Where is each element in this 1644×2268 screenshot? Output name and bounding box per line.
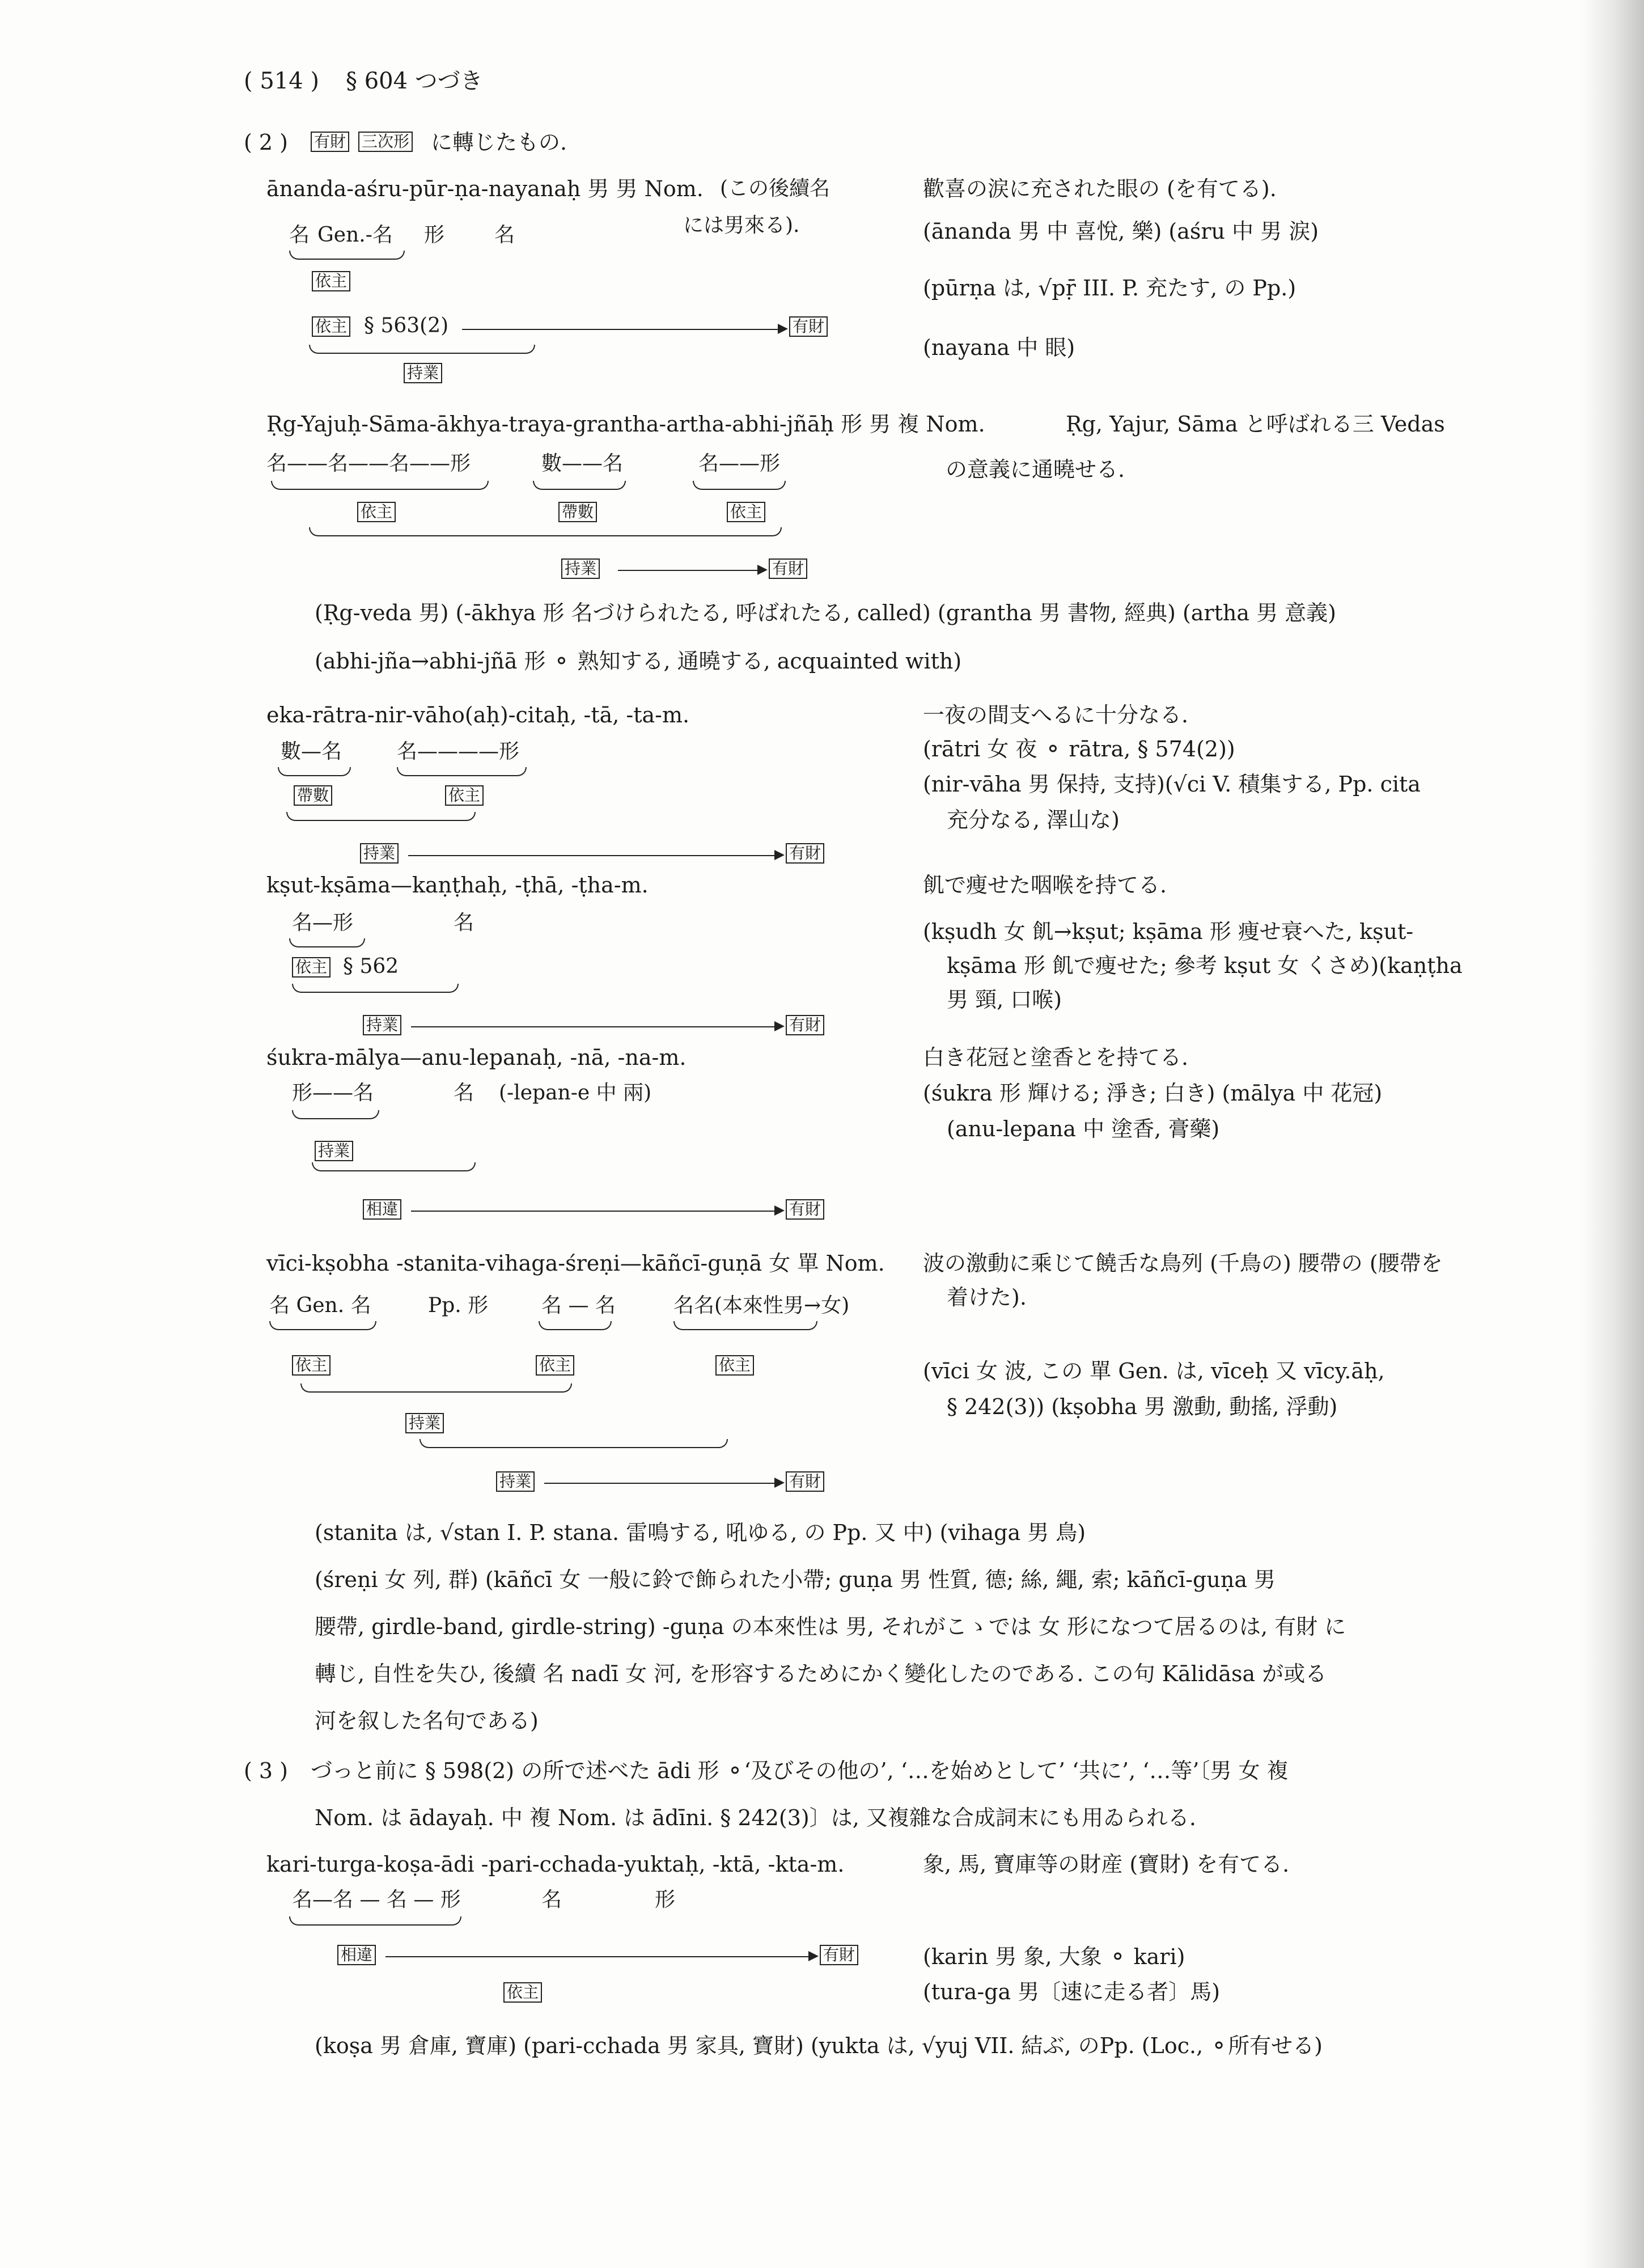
analysis-word: 名 bbox=[454, 911, 474, 934]
tag-ishu: 依主 bbox=[292, 1355, 331, 1376]
tag-taisu: 帶數 bbox=[294, 785, 332, 806]
note: (rātri 女 夜 ⚬ rātra, § 574(2)) bbox=[923, 737, 1235, 761]
translation: 飢で痩せた咽喉を持てる. bbox=[923, 873, 1167, 898]
subsection-text: Nom. は ādayaḥ. 中 複 Nom. は ādīni. § 242(3)〕は, 又複雜な合成詞末にも用ゐられる. bbox=[315, 1805, 1196, 1830]
tag-jigo: 持業 bbox=[496, 1471, 535, 1492]
note-line: 河を叙した名句である) bbox=[315, 1708, 539, 1733]
bracket bbox=[292, 1110, 379, 1119]
arrow bbox=[462, 329, 779, 330]
arrow bbox=[408, 855, 777, 856]
tag-ishu: 依主 bbox=[312, 316, 350, 337]
section-ref: § 563(2) bbox=[364, 314, 449, 337]
bracket bbox=[300, 1383, 572, 1393]
note: (abhi-jña→abhi-jñā 形 ⚬ 熟知する, 通曉する, acquainted with) bbox=[315, 649, 962, 674]
tag-yuzai: 有財 bbox=[769, 558, 807, 579]
tag-yuzai: 有財 bbox=[786, 843, 824, 864]
note: kṣāma 形 飢で痩せた; 參考 kṣut 女 くさめ)(kaṇṭha bbox=[947, 953, 1463, 978]
compound-head: śukra-mālya—anu-lepanaḥ, -nā, -na-m. bbox=[266, 1045, 687, 1070]
tag-ishu: 依主 bbox=[536, 1355, 574, 1376]
analysis-word: 名 bbox=[494, 223, 515, 247]
compound-note: (この後續名 bbox=[720, 177, 831, 200]
note: (anu-lepana 中 塗香, 膏藥) bbox=[947, 1116, 1220, 1141]
arrow bbox=[411, 1026, 777, 1027]
tag-ishu: 依主 bbox=[445, 785, 484, 806]
tag-yuzai: 有財 bbox=[311, 132, 349, 152]
analysis-word: 名 bbox=[289, 223, 310, 247]
note-line: (stanita は, √stan I. P. stana. 雷鳴する, 吼ゆる, の Pp. 又 中) (vihaga 男 鳥) bbox=[315, 1520, 1086, 1545]
analysis-word: 形 bbox=[655, 1888, 676, 1911]
note-line: (śreṇi 女 列, 群) (kāñcī 女 一般に鈴で飾られた小帶; guṇa 男 性質, 德; 絲, 繩, 索; kāñcī-guṇa 男 bbox=[315, 1567, 1276, 1592]
note: (Ṛg-veda 男) (-ākhya 形 名づけられたる, 呼ばれたる, called) (grantha 男 書物, 經典) (artha 男 意義) bbox=[315, 600, 1336, 625]
analysis-word: 名名(本來性男→女) bbox=[673, 1294, 850, 1317]
tag-yuzai: 有財 bbox=[786, 1471, 824, 1492]
analysis-word: 形——名 bbox=[292, 1081, 374, 1105]
note: (ānanda 男 中 喜悅, 樂) (aśru 中 男 涙) bbox=[923, 219, 1319, 244]
compound-head: vīci-kṣobha -stanita-vihaga-śreṇi—kāñcī-guṇā 女 單 Nom. bbox=[266, 1251, 885, 1276]
arrow bbox=[544, 1483, 777, 1484]
bracket bbox=[286, 812, 476, 821]
note: § 242(3)) (kṣobha 男 激動, 動搖, 浮動) bbox=[947, 1394, 1338, 1419]
analysis-word: 名 Gen. 名 bbox=[269, 1294, 371, 1317]
translation: 歡喜の涙に充された眼の (を有てる). bbox=[923, 176, 1277, 201]
analysis-word: 名——名——名——形 bbox=[266, 452, 471, 475]
note: (vīci 女 波, この 單 Gen. は, vīceḥ 又 vīcy.āḥ, bbox=[923, 1359, 1385, 1383]
note: 充分なる, 澤山な) bbox=[947, 807, 1120, 832]
compound-head: eka-rātra-nir-vāho(aḥ)-citaḥ, -tā, -ta-m. bbox=[266, 703, 690, 727]
tag-ishu: 依主 bbox=[357, 502, 396, 522]
analysis-word: Pp. 形 bbox=[428, 1294, 489, 1317]
tag-jigo: 持業 bbox=[363, 1015, 401, 1035]
section-ref: § 562 bbox=[343, 955, 399, 978]
tag-sanjikei: 三次形 bbox=[358, 132, 413, 152]
bracket bbox=[289, 938, 365, 947]
note-line: (koṣa 男 倉庫, 寶庫) (pari-cchada 男 家具, 寶財) (yukta は, √yuj VII. 結ぶ, のPp. (Loc., ⚬所有せる) bbox=[315, 2033, 1323, 2058]
arrow bbox=[411, 1211, 777, 1212]
tag-jigo: 持業 bbox=[404, 363, 442, 383]
bracket bbox=[397, 767, 527, 776]
compound-head: kari-turga-koṣa-ādi -pari-cchada-yuktaḥ, -ktā, -kta-m. bbox=[266, 1852, 845, 1877]
translation: Ṛg, Yajur, Sāma と呼ばれる三 Vedas bbox=[1066, 412, 1445, 437]
analysis-word: 名—形 bbox=[292, 911, 354, 934]
analysis-word: 名—名 — 名 — 形 bbox=[292, 1888, 461, 1911]
bracket bbox=[278, 767, 351, 776]
translation: 一夜の間支へるに十分なる. bbox=[923, 703, 1189, 727]
arrow bbox=[774, 1205, 785, 1216]
note: (tura-ga 男〔速に走る者〕馬) bbox=[923, 1979, 1221, 2004]
bracket bbox=[289, 1916, 461, 1926]
analysis-word: (-lepan-e 中 兩) bbox=[499, 1081, 652, 1105]
tag-soi: 相違 bbox=[337, 1945, 376, 1965]
subsection-text: に轉じたもの. bbox=[431, 130, 567, 155]
bracket bbox=[312, 1162, 476, 1171]
arrow bbox=[778, 324, 788, 334]
tag-jigo: 持業 bbox=[405, 1413, 444, 1433]
note: (nir-vāha 男 保持, 支持)(√ci V. 積集する, Pp. cita bbox=[923, 772, 1421, 797]
translation: 白き花冠と塗香とを持てる. bbox=[923, 1045, 1189, 1070]
arrow bbox=[385, 1956, 811, 1957]
bracket bbox=[289, 251, 405, 260]
analysis-word: 名——形 bbox=[698, 452, 781, 475]
note: 男 頸, 口喉) bbox=[947, 987, 1062, 1012]
tag-ishu: 依主 bbox=[503, 1982, 542, 2003]
tag-jigo: 持業 bbox=[561, 558, 600, 579]
arrow bbox=[774, 1478, 785, 1488]
arrow bbox=[618, 570, 760, 571]
tag-jigo: 持業 bbox=[315, 1141, 353, 1161]
compound-head: ānanda-aśru-pūr-ṇa-nayanaḥ 男 男 Nom. bbox=[266, 176, 704, 201]
compound-note: には男來る). bbox=[683, 214, 800, 237]
translation: 象, 馬, 寶庫等の財産 (寶財) を有てる. bbox=[923, 1852, 1290, 1877]
tag-ishu: 依主 bbox=[715, 1355, 754, 1376]
bracket bbox=[539, 1321, 612, 1330]
bracket bbox=[309, 527, 782, 536]
note-line: 腰帶, girdle-band, girdle-string) -guṇa の本來性は 男, それがこゝでは 女 形になつて居るのは, 有財 に bbox=[315, 1614, 1346, 1639]
tag-jigo: 持業 bbox=[360, 843, 399, 864]
bracket bbox=[269, 1321, 376, 1330]
translation: 着けた). bbox=[947, 1285, 1027, 1310]
tag-ishu: 依主 bbox=[292, 957, 331, 978]
page-edge-shadow bbox=[1582, 0, 1644, 2268]
tag-yuzai: 有財 bbox=[789, 316, 828, 337]
page-number: ( 514 ) bbox=[244, 68, 319, 94]
translation: 波の激動に乘じて饒舌な鳥列 (千鳥の) 腰帶の (腰帶を bbox=[923, 1251, 1443, 1276]
analysis-word: 名————形 bbox=[397, 740, 520, 763]
bracket bbox=[292, 984, 459, 993]
tag-ishu: 依主 bbox=[312, 271, 350, 291]
analysis-word: 數——名 bbox=[541, 452, 624, 475]
note: (pūrṇa は, √pṝ III. P. 充たす, の Pp.) bbox=[923, 276, 1296, 301]
section-ref: § 604 つづき bbox=[346, 68, 483, 94]
compound-head: Ṛg-Yajuḥ-Sāma-ākhya-traya-grantha-artha-abhi-jñāḥ 形 男 複 Nom. bbox=[266, 412, 985, 437]
arrow bbox=[808, 1951, 819, 1961]
bracket bbox=[533, 481, 626, 490]
tag-yuzai: 有財 bbox=[786, 1199, 824, 1220]
arrow bbox=[774, 850, 785, 860]
subsection-text: づっと前に § 598(2) の所で述べた ādi 形 ⚬‘及びその他の’, ‘…を始めとして’ ‘共に’, ‘…等’〔男 女 複 bbox=[311, 1758, 1289, 1783]
analysis-word: Gen.-名 bbox=[317, 223, 393, 247]
note: (kṣudh 女 飢→kṣut; kṣāma 形 痩せ衰へた, kṣut- bbox=[923, 919, 1414, 944]
note: (karin 男 象, 大象 ⚬ kari) bbox=[923, 1944, 1185, 1969]
bracket bbox=[420, 1439, 728, 1448]
tag-ishu: 依主 bbox=[727, 502, 765, 522]
tag-taisu: 帶數 bbox=[558, 502, 597, 522]
note: (nayana 中 眼) bbox=[923, 335, 1075, 360]
analysis-word: 形 bbox=[424, 223, 445, 247]
bracket bbox=[673, 1321, 817, 1330]
translation: の意義に通曉せる. bbox=[946, 457, 1125, 482]
analysis-word: 數—名 bbox=[281, 740, 342, 763]
bracket bbox=[271, 481, 489, 490]
bracket bbox=[693, 481, 786, 490]
tag-yuzai: 有財 bbox=[786, 1015, 824, 1035]
arrow bbox=[757, 565, 768, 575]
bracket bbox=[309, 345, 535, 354]
subsection-label: ( 2 ) bbox=[244, 130, 288, 155]
note: (śukra 形 輝ける; 淨き; 白き) (mālya 中 花冠) bbox=[923, 1081, 1383, 1106]
compound-head: kṣut-kṣāma—kaṇṭhaḥ, -ṭhā, -ṭha-m. bbox=[266, 873, 649, 898]
analysis-word: 名 — 名 bbox=[541, 1294, 616, 1317]
arrow bbox=[774, 1021, 785, 1031]
analysis-word: 名 bbox=[454, 1081, 474, 1105]
subsection-label: ( 3 ) bbox=[244, 1758, 288, 1783]
analysis-word: 名 bbox=[541, 1888, 562, 1911]
tag-soi: 相違 bbox=[363, 1199, 401, 1220]
note-line: 轉じ, 自性を失ひ, 後續 名 nadī 女 河, を形容するためにかく變化したのである. この句 Kālidāsa が或る bbox=[315, 1661, 1327, 1686]
tag-yuzai: 有財 bbox=[820, 1945, 858, 1965]
